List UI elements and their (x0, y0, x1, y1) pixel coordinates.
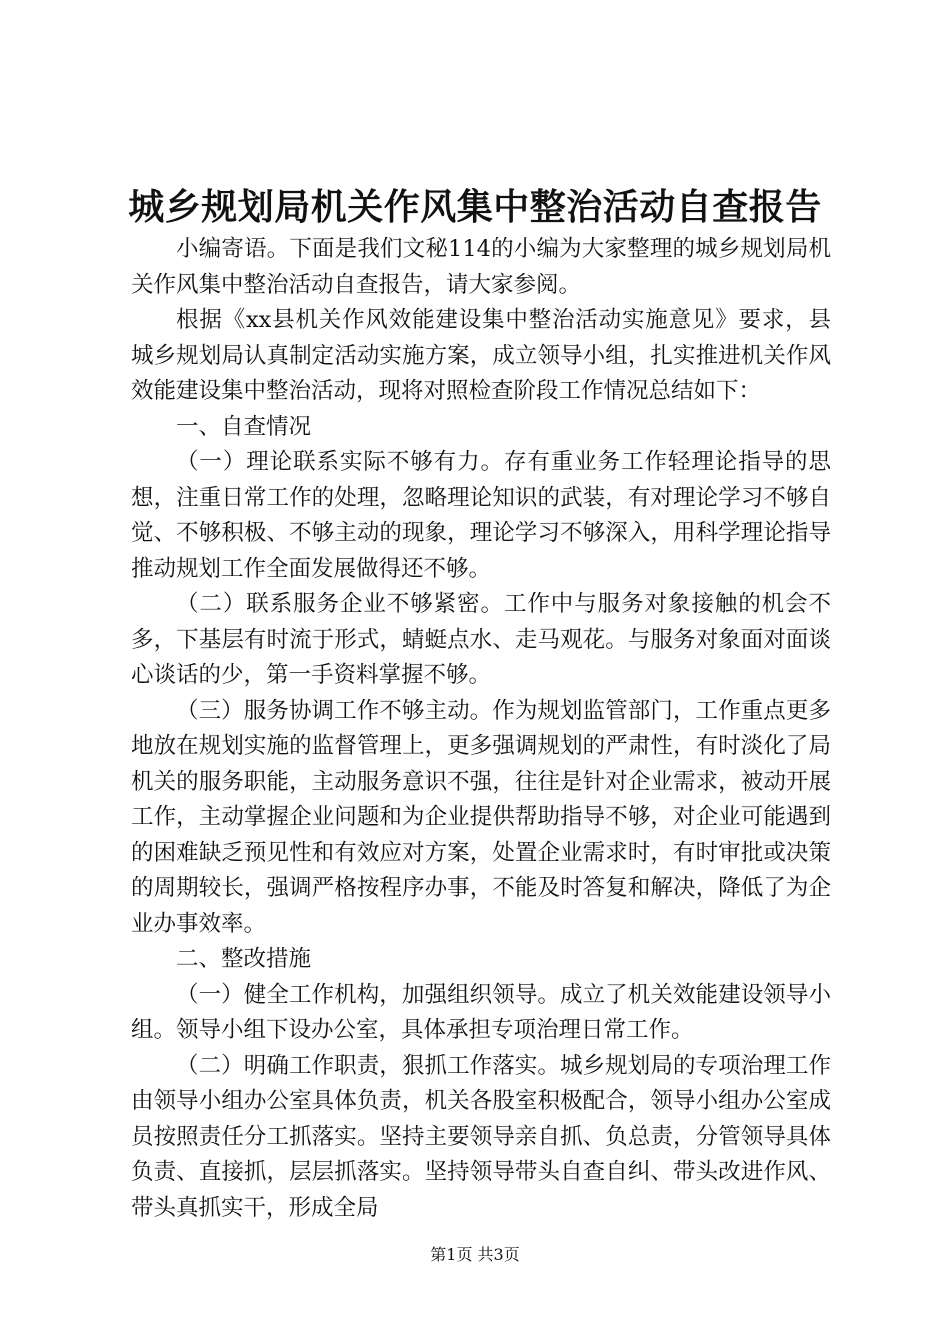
paragraph-basis: 根据《xx县机关作风效能建设集中整治活动实施意见》要求，县城乡规划局认真制定活动实施方案，成立领导小组，扎实推进机关作风效能建设集中整治活动，现将对照检查阶段工作情况总结如下： (131, 307, 831, 404)
paragraph-self-check-1: （一）理论联系实际不够有力。存有重业务工作轻理论指导的思想，注重日常工作的处理，忽略理论知识的武装，有对理论学习不够自觉、不够积极、不够主动的现象，理论学习不够深入，用科学理论指导推动规划工作全面发展做得还不够。 (131, 449, 831, 582)
paragraph-self-check-3: （三）服务协调工作不够主动。作为规划监管部门，工作重点更多地放在规划实施的监督管理上，更多强调规划的严肃性，有时淡化了局机关的服务职能，主动服务意识不强，往往是针对企业需求，被动开展工作，主动掌握企业问题和为企业提供帮助指导不够，对企业可能遇到的困难缺乏预见性和有效应对方案，处置企业需求时，有时审批或决策的周期较长，强调严格按程序办事，不能及时答复和解决，降低了为企业办事效率。 (131, 697, 831, 937)
page-number-footer: 第1页 共3页 (430, 1245, 520, 1264)
paragraph-self-check-2: （二）联系服务企业不够紧密。工作中与服务对象接触的机会不多，下基层有时流于形式，蜻蜓点水、走马观花。与服务对象面对面谈心谈话的少，第一手资料掌握不够。 (131, 591, 831, 688)
paragraph-measure-2: （二）明确工作职责，狠抓工作落实。城乡规划局的专项治理工作由领导小组办公室具体负责，机关各股室积极配合，领导小组办公室成员按照责任分工抓落实。坚持主要领导亲自抓、负总责，分管领导具体负责、直接抓，层层抓落实。坚持领导带头自查自纠、带头改进作风、带头真抓实干，形成全局 (131, 1052, 831, 1221)
document-body (131, 232, 831, 1226)
section-heading-measures: 二、整改措施 (176, 946, 312, 972)
document-title: 城乡规划局机关作风集中整治活动自查报告 (128, 186, 822, 228)
section-heading-self-check: 一、自查情况 (176, 413, 312, 440)
paragraph-intro: 小编寄语。下面是我们文秘114的小编为大家整理的城乡规划局机关作风集中整治活动自查报告，请大家参阅。 (131, 236, 831, 298)
paragraph-measure-1: （一）健全工作机构，加强组织领导。成立了机关效能建设领导小组。领导小组下设办公室，具体承担专项治理日常工作。 (131, 981, 831, 1043)
